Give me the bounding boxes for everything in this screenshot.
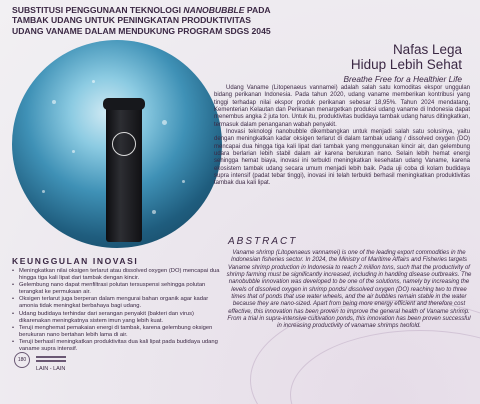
shrimp-logo-icon [112,132,136,156]
bubble [182,180,185,183]
bubble [162,120,167,125]
bubble [152,210,156,214]
category-label: LAIN - LAIN [36,366,66,372]
advantage-item: • Teruji berhasil meningkatkan produktivitas dua kali lipat pada budidaya udang vaname supra intensif. [12,339,222,353]
nanobubble-device-photo [12,40,222,248]
device-cap [103,98,145,110]
slogan-line-2: Hidup Lebih Sehat [350,57,462,72]
title-line-3: UDANG VANAME DALAM MENDUKUNG PROGRAM SDGS 2045 [12,25,271,36]
advantage-item: • Oksigen terlarut juga berperan dalam mengurai bahan organik agar kadar amonia tidak meningkat berbahaya bagi udang. [12,296,222,310]
poster-title [12,5,312,36]
bubble [92,80,95,83]
page-number-badge: 180 [14,352,30,368]
bubble [52,100,56,104]
advantage-item: • Gelembung nano dapat menfiltrasi polutan tersuspensi sehingga polutan terangkat ke permukaan air. [12,282,222,296]
description-paragraph-2: Inovasi teknologi nanobubble dikembangkan untuk menjadi salah satu solusinya, yaitu dengan meningkatkan kadar oksigen terlarut di dalam tambak udang / dissolved oxygen (DO) mencapai dua hingga tiga kali lipat dari tambak yang menggunakan kincir air, dan gelembung udara berlarian lebih stabil dalam air karena berukuran nano. Selain lebih hemat energi sehingga hemat biaya, inovasi ini terbukti meningkatkan kesehatan udang Vaname, karena ekosistem tambak udang secara umum menjadi lebih baik. Pada uji coba di kolam budidaya supra intensif (padat tebar tinggi), inovasi ini telah terbukti berhasil meningkatkan produktivitas tambak dua kali lipat. [214,129,470,187]
bubble [72,150,75,153]
advantage-item: • Udang budidaya terhindar dari serangan penyakit (bakteri dan virus) dikarenakan meningkatnya sistem imun yang lebih kuat. [12,311,222,325]
advantage-item: • Teruji menghemat pemakaian energi di tambak, karena gelembung oksigen berukuran nano bertahan lebih lama di air. [12,325,222,339]
main-description [214,85,470,188]
description-paragraph-1: Udang Vaname (Litopenaeus vannamei) adalah salah satu komoditas ekspor unggulan bidang perikanan Indonesia. Pada tahun 2020, udang vaname memberikan kontribusi yang tinggi terhadap nilai ekspor produk perikanan sebesar 18,95%. Tahun 2024 mendatang, Kementerian Kelautan dan Perikanan menargetkan produksi udang vaname di Indonesia dapat menembus angka 2 juta ton. Untuk itu, produktivitas budidaya tambak udang harus ditingkatkan, termasuk dalam penanganan wabah penyakit. [214,85,470,128]
nanobubble-generator [106,104,142,242]
abstract-text: Vaname shrimp (Litopenaeus vannamei) is one of the leading export commodities in the Indonesian fisheries sector. In 2024, the Ministry of Maritime Affairs and Fisheries targets Vaname shrimp production in Indonesia to reach 2 million tons, such that the productivity of shrimp farming must be significantly increased, including in handling disease outbreaks. The nanobubble innovation was developed to be one of the solutions, namely by increasing the levels of dissolved oxygen in shrimp ponds/ dissolved oxygen (DO) reaching two to three times that of ponds that use water wheels, and the air bubbles remain stable in the water because they are nano-sized. Apart from being more energy efficient and therefore cost effective, this innovation has been proven to improve the general health of Vaname shrimp. From a trial in supra-intensive cultivation ponds, this innovation has been proven successful in increasing productivity of vanamae shrimps twofold. [226,250,472,330]
abstract-heading: ABSTRACT [228,236,298,247]
advantages-list [12,268,222,353]
title-emphasis: NANOBUBBLE [183,5,245,15]
slogan-line-1: Nafas Lega [392,42,462,57]
title-line-1: SUBSTITUSI PENGGUNAAN TEKNOLOGI [12,5,184,15]
bubble [42,190,45,193]
title-line-2: TAMBAK UDANG UNTUK PENINGKATAN PRODUKTIVITAS [12,15,252,26]
title-line-1-end: PADA [244,5,271,15]
slogan [262,42,462,84]
slogan-tagline: Breathe Free for a Healthier Life [343,74,462,84]
brand-logo-icon [36,356,66,362]
advantages-heading: KEUNGGULAN INOVASI [12,256,139,266]
advantage-item: • Meningkatkan nilai oksigen terlarut atau dissolved oxygen (DO) mencapai dua hingga tiga kali lipat dari tambak dengan kincir. [12,268,222,282]
